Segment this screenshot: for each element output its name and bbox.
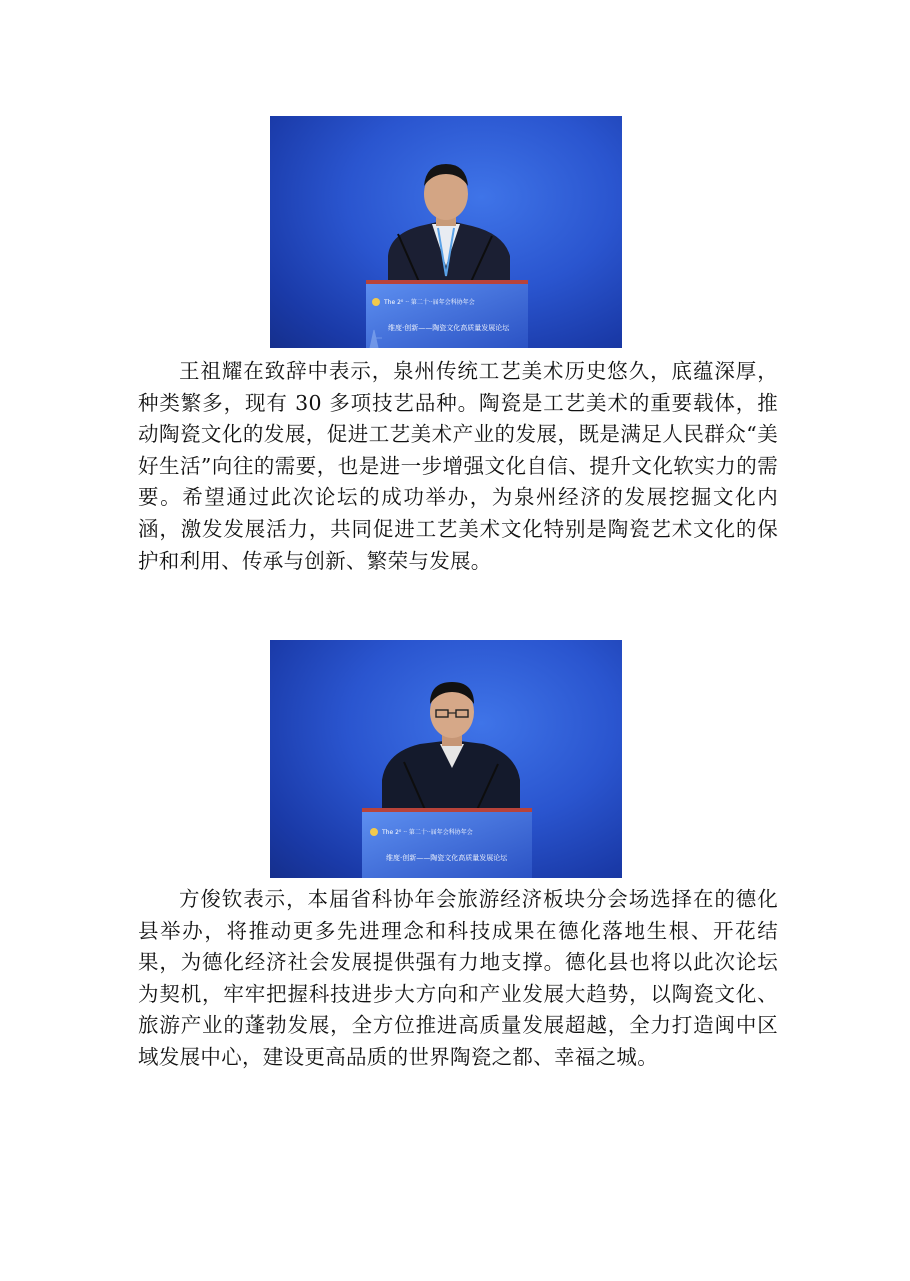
podium-slogan: 维度·创新——陶瓷文化高质量发展论坛 [388, 324, 510, 332]
speaker-photo-1 [270, 116, 622, 348]
paragraph-1: 王祖耀在致辞中表示，泉州传统工艺美术历史悠久，底蕴深厚，种类繁多，现有 30 多项技艺品种。陶瓷是工艺美术的重要载体，推动陶瓷文化的发展，促进工艺美术产业的发展，既是满足人民群众“美好生活”向往的需要，也是进一步增强文化自信、提升文化软实力的需要。希望通过此次论坛的成功举办，为泉州经济的发展挖掘文化内涵，激发发展活力，共同促进工艺美术文化特别是陶瓷艺术文化的保护和利用、传承与创新、繁荣与发展。 [138, 359, 778, 573]
podium-line1: The 2⁰ ·· 第二十··届年会科协年会 [384, 299, 475, 306]
podium-slogan: 维度·创新——陶瓷文化高质量发展论坛 [386, 854, 508, 862]
speaker-photo-2 [270, 640, 622, 878]
paragraph-2: 方俊钦表示，本届省科协年会旅游经济板块分会场选择在的德化县举办，将推动更多先进理念和科技成果在德化落地生根、开花结果，为德化经济社会发展提供强有力地支撑。德化县也将以此次论坛为契机，牢牢把握科技进步大方向和产业发展大趋势，以陶瓷文化、旅游产业的蓬勃发展，全方位推进高质量发展超越，全力打造闽中区域发展中心，建设更高品质的世界陶瓷之都、幸福之城。 [138, 887, 778, 1069]
podium-line1: The 2⁰ ·· 第二十··届年会科协年会 [382, 829, 473, 836]
